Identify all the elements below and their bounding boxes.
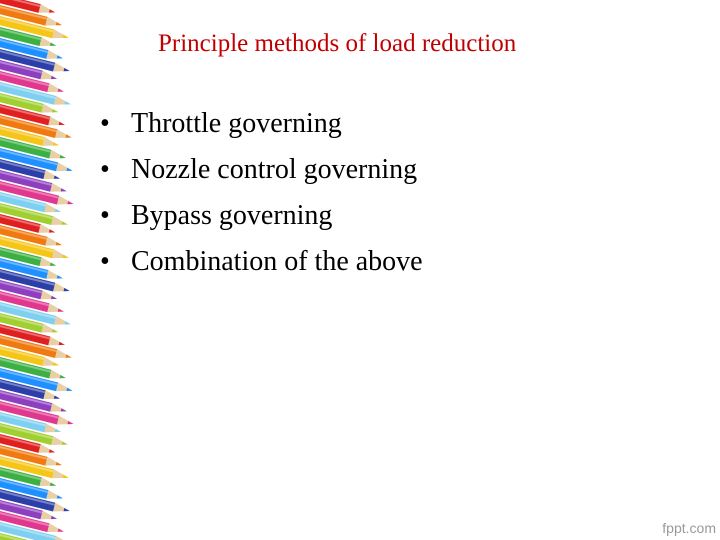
bullet-icon: • [100,200,110,231]
bullet-text: Bypass governing [131,200,333,231]
slide-title: Principle methods of load reduction [158,30,517,57]
bullet-text: Nozzle control governing [131,154,418,185]
bullet-text: Throttle governing [131,108,342,139]
bullet-icon: • [100,108,110,139]
watermark: fppt.com [662,520,716,536]
bullet-icon: • [100,154,110,185]
bullet-icon: • [100,246,110,277]
pencil-border-decoration [0,0,100,540]
bullet-text: Combination of the above [131,246,423,277]
